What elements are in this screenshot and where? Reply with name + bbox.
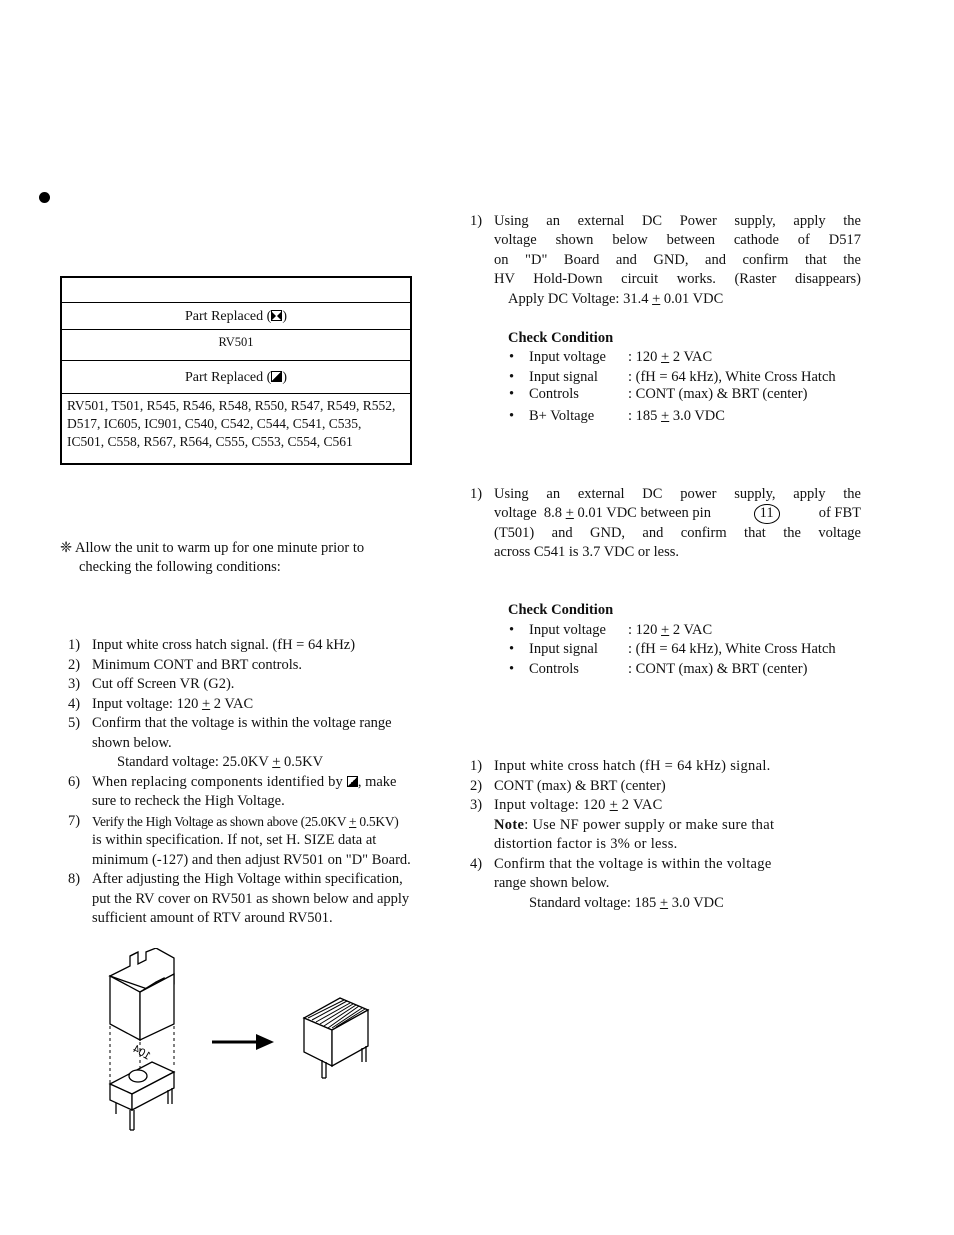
- step-7: 7) Verify the High Voltage as shown above (25.0KV + 0.5KV): [68, 813, 399, 829]
- half-square-icon: [271, 371, 282, 382]
- sec2-check-3: • Controls : CONT (max) & BRT (center): [509, 661, 808, 677]
- sec1-line3: on "D" Board and GND, and confirm that the: [494, 252, 861, 268]
- warmup-note: ❈ Allow the unit to warm up for one minute prior to: [60, 540, 365, 556]
- sec2-check-title: Check Condition: [508, 602, 614, 618]
- sec3-step-3: 3) Input voltage: 120 + 2 VAC: [470, 797, 663, 813]
- step-6: 6) When replacing components identified by , make: [68, 774, 397, 790]
- step-7-cont1: is within specification. If not, set H. SIZE data at: [92, 832, 377, 848]
- sec1-num: 1): [470, 213, 483, 229]
- snowflake-icon: ❈: [60, 540, 73, 556]
- pin-number-badge: 11: [754, 504, 780, 524]
- sec2-line1: Using an external DC power supply, apply the: [494, 486, 861, 502]
- sec2-check-1: • Input voltage : 120 + 2 VAC: [509, 622, 713, 638]
- step-7-cont2: minimum (-127) and then adjust RV501 on "D" Board.: [92, 852, 411, 868]
- resistor-label: 104: [130, 1043, 153, 1063]
- sec1-check-3: • Controls : CONT (max) & BRT (center): [509, 386, 808, 402]
- table-row-hv: RV501: [62, 330, 410, 361]
- parts-table: [60, 276, 412, 465]
- rv501-resistor-icon: [110, 1062, 174, 1130]
- sec1-check-title: Check Condition: [508, 330, 614, 346]
- half-square-icon: [347, 776, 358, 787]
- sec2-line2: voltage 8.8 + 0.01 VDC between pin 11 of FBT: [494, 504, 861, 524]
- step-5-cont: shown below.: [92, 735, 172, 751]
- sec1-check-1: • Input voltage : 120 + 2 VAC: [509, 349, 713, 365]
- sec2-check-2: • Input signal : (fH = 64 kHz), White Cross Hatch: [509, 641, 836, 657]
- sec1-line2: voltage shown below between cathode of D517: [494, 232, 861, 248]
- sec2-line3: (T501) and GND, and confirm that the voltage: [494, 525, 861, 541]
- warmup-note-cont: checking the following conditions:: [79, 559, 281, 575]
- sec3-step-4: 4) Confirm that the voltage is within the voltage: [470, 856, 772, 872]
- standard-voltage-hv: Standard voltage: 25.0KV + 0.5KV: [117, 754, 324, 770]
- rv-cover-figure: [100, 948, 380, 1138]
- step-1: 1) Input white cross hatch signal. (fH = 64 kHz): [68, 637, 356, 653]
- rv-cover-icon: [110, 948, 174, 1040]
- sec1-line1: Using an external DC Power supply, apply the: [494, 213, 861, 229]
- table-header-hv: Part Replaced ( ): [62, 303, 410, 330]
- sec3-step-2: 2) CONT (max) & BRT (center): [470, 778, 666, 794]
- step-8-cont1: put the RV cover on RV501 as shown below and apply: [92, 891, 410, 907]
- step-5: 5) Confirm that the voltage is within the voltage range: [68, 715, 392, 731]
- sec2-num: 1): [470, 486, 483, 502]
- step-8: 8) After adjusting the High Voltage within specification,: [68, 871, 403, 887]
- sec1-check-2: • Input signal : (fH = 64 kHz), White Cross Hatch: [509, 369, 836, 385]
- section-bullet: [39, 192, 50, 203]
- sec3-note-cont: distortion factor is 3% or less.: [494, 836, 678, 852]
- table-header-safety: Part Replaced ( ): [62, 361, 410, 394]
- step-2: 2) Minimum CONT and BRT controls.: [68, 657, 303, 673]
- table-row-parts: RV501, T501, R545, R546, R548, R550, R547, R549, R552, D517, IC605, IC901, C540, C542, C544, C541, C535, IC501, C558, R567, R564, C555, C553, C554, C561: [67, 398, 396, 449]
- sec3-standard-voltage: Standard voltage: 185 + 3.0 VDC: [529, 895, 724, 911]
- sec2-line4: across C541 is 3.7 VDC or less.: [494, 544, 680, 560]
- step-3: 3) Cut off Screen VR (G2).: [68, 676, 235, 692]
- sec1-check-4: • B+ Voltage : 185 + 3.0 VDC: [509, 408, 725, 424]
- step-8-cont2: sufficient amount of RTV around RV501.: [92, 910, 333, 926]
- sec1-line4: HV Hold-Down circuit works. (Raster disappears): [494, 271, 861, 287]
- sec3-note: Note: Use NF power supply or make sure that: [494, 817, 775, 833]
- table-title-row: [62, 278, 410, 303]
- covered-resistor-icon: [304, 998, 368, 1078]
- step-4: 4) Input voltage: 120 + 2 VAC: [68, 696, 254, 712]
- sec1-apply-voltage: Apply DC Voltage: 31.4 + 0.01 VDC: [508, 291, 724, 307]
- sec3-step-1: 1) Input white cross hatch (fH = 64 kHz) signal.: [470, 758, 771, 774]
- arrow-icon: [212, 1034, 274, 1050]
- step-6-cont: sure to recheck the High Voltage.: [92, 793, 285, 809]
- sec3-step-4-cont: range shown below.: [494, 875, 610, 891]
- hv-symbol-icon: [271, 310, 282, 321]
